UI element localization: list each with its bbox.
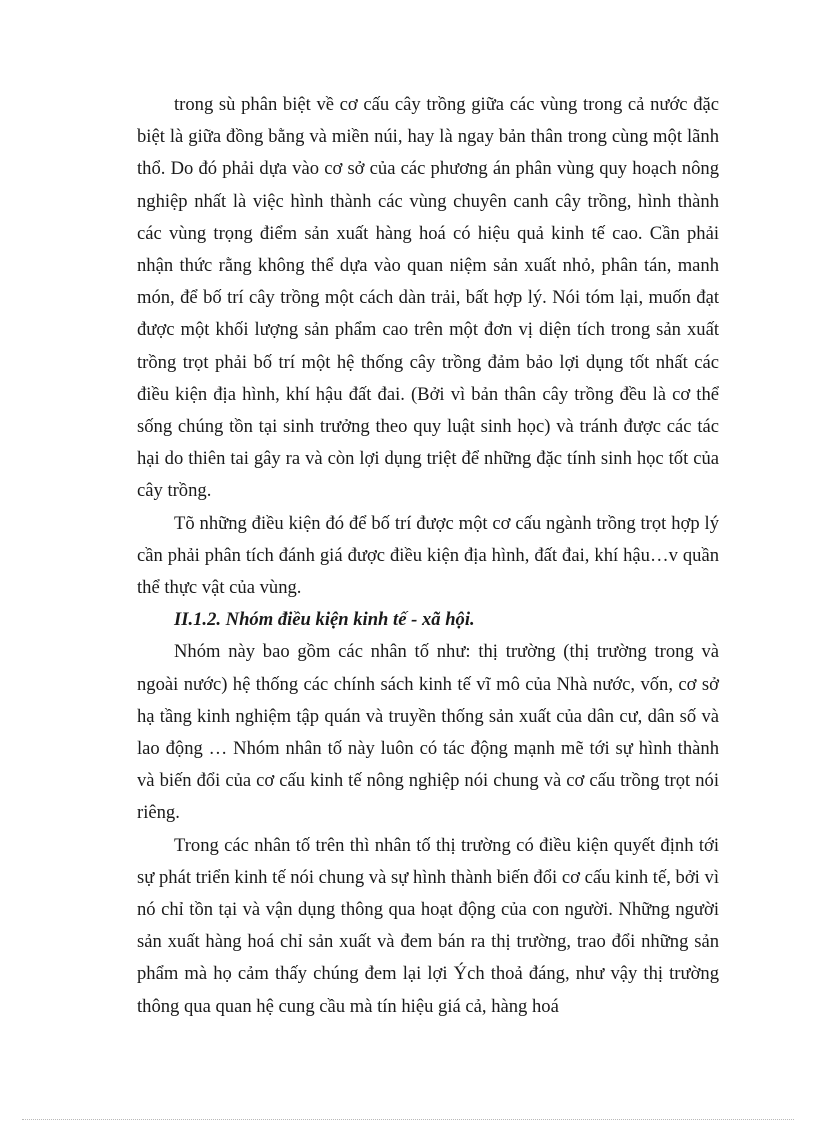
paragraph-2: Tõ những điều kiện đó để bố trí được một cơ cấu ngành trồng trọt hợp lý cần phải phân tích đánh giá được điều kiện địa hình, đất đai, khí hậu…v quần thể thực vật của vùng. <box>137 512 719 599</box>
paragraph-4: Trong các nhân tố trên thì nhân tố thị trường có điều kiện quyết định tới sự phát triển kinh tế nói chung và sự hình thành biến đổi cơ cấu kinh tế, bởi vì nó chỉ tồn tại và vận dụng thông qua hoạt động của con người. Những người sản xuất hàng hoá chỉ sản xuất và đem bán ra thị trường, trao đổi những sản phẩm mà họ cảm thấy chúng đem lại lợi Ých thoả đáng, như vậy thị trường thông qua quan hệ cung cầu mà tín hiệu giá cả, hàng hoá <box>137 834 719 1017</box>
paragraph-3: Nhóm này bao gồm các nhân tố như: thị trường (thị trường trong và ngoài nước) hệ thống các chính sách kinh tế vĩ mô của Nhà nước, vốn, cơ sở hạ tầng kinh nghiệm tập quán và truyền thống sản xuất của dân cư, dân số và lao động … Nhóm nhân tố này luôn có tác động mạnh mẽ tới sự hình thành và biến đổi của cơ cấu kinh tế nông nghiệp nói chung và cơ cấu trồng trọt nói riêng. <box>137 641 719 824</box>
footer-divider <box>22 1119 794 1120</box>
section-heading: II.1.2. Nhóm điều kiện kinh tế - xã hội. <box>174 609 475 631</box>
document-body <box>137 89 719 1023</box>
paragraph-1: trong sù phân biệt về cơ cấu cây trồng giữa các vùng trong cả nước đặc biệt là giữa đồng bằng và miền núi, hay là ngay bản thân trong cùng một lãnh thổ. Do đó phải dựa vào cơ sở của các phương án phân vùng quy hoạch nông nghiệp nhất là việc hình thành các vùng chuyên canh cây trồng, hình thành các vùng trọng điểm sản xuất hàng hoá có hiệu quả kinh tế cao. Cần phải nhận thức rằng không thể dựa vào quan niệm sản xuất nhỏ, phân tán, manh món, để bố trí cây trồng một cách dàn trải, bất hợp lý. Nói tóm lại, muốn đạt được một khối lượng sản phẩm cao trên một đơn vị diện tích trong sản xuất trồng trọt phải bố trí một hệ thống cây trồng đảm bảo lợi dụng tốt nhất các điều kiện địa hình, khí hậu đất đai. (Bởi vì bản thân cây trồng đều là cơ thể sống chúng tồn tại sinh trưởng theo quy luật sinh học) và tránh được các tác hại do thiên tai gây ra và còn lợi dụng triệt để những đặc tính sinh học tốt của cây trồng. <box>137 94 719 502</box>
